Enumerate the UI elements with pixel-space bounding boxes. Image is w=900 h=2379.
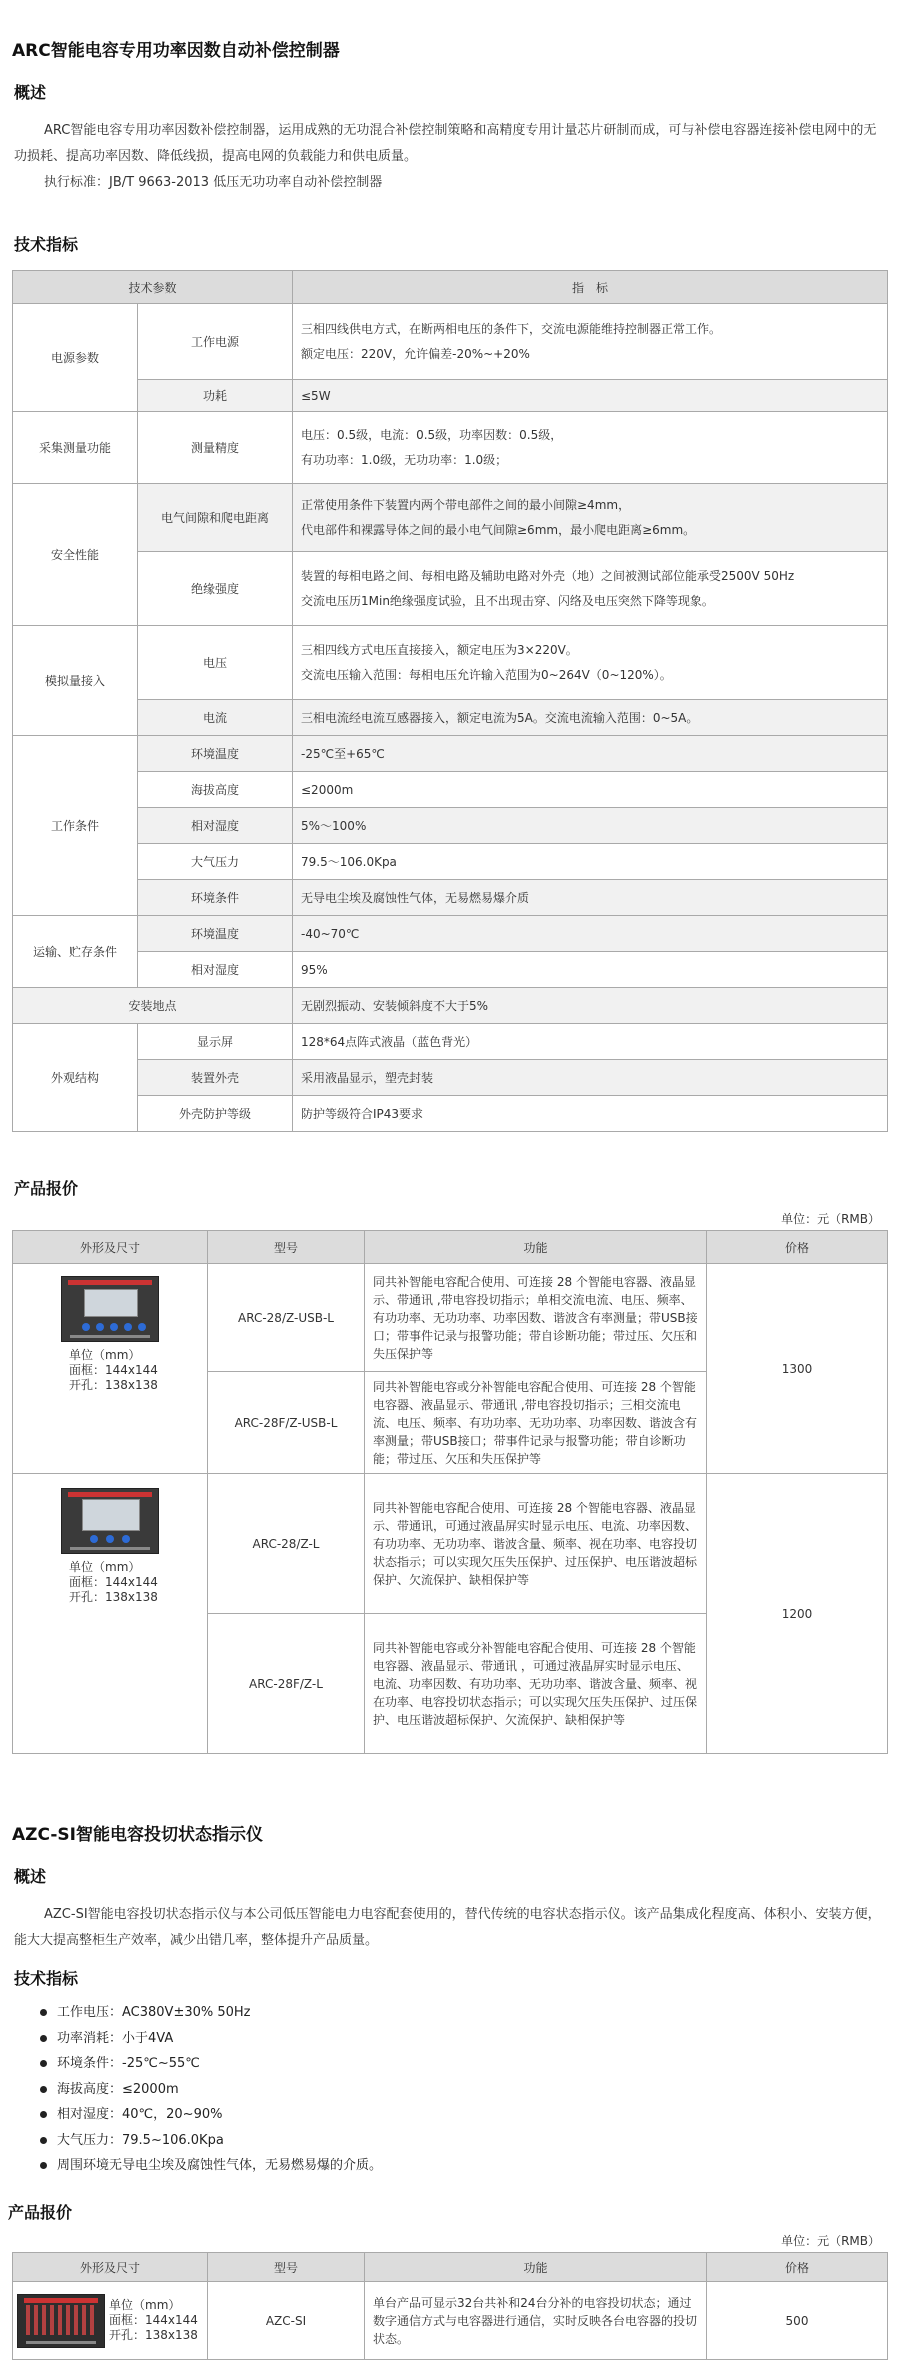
row-label-current: 电流 (138, 700, 293, 736)
bullet-icon (40, 2009, 47, 2016)
price-table-1 (12, 1230, 888, 1754)
row-label-transport-humidity: 相对湿度 (138, 952, 293, 988)
price2-header-shape: 外形及尺寸 (13, 2253, 208, 2282)
product-dimensions-b: 单位（mm） 面框：144x144 开孔：138x138 (69, 1560, 158, 1604)
row-label-work-power: 工作电源 (138, 304, 293, 380)
row-label-housing: 装置外壳 (138, 1060, 293, 1096)
price1-header-shape: 外形及尺寸 (13, 1231, 208, 1264)
product-image-cell-a (13, 1264, 208, 1474)
row-label-protection: 外壳防护等级 (138, 1096, 293, 1132)
func-arc-28f-z-usb-l: 同共补智能电容或分补智能电容配合使用、可连接 28 个智能电容器、液晶显示、带通讯 ,带电容投切指示；三相交流电流、电压、频率、有功功率、无功功率、功率因数、谐波含有率测量；带USB接口；带事件记录与报警功能；带自诊断功能；带过压、欠压和失压保护等 (365, 1372, 707, 1474)
model-arc-28-z-l: ARC-28/Z-L (208, 1474, 365, 1614)
section2-spec-list (40, 2000, 382, 2179)
bullet-icon (40, 2035, 47, 2042)
row-label-humidity: 相对湿度 (138, 808, 293, 844)
row-label-temp: 环境温度 (138, 736, 293, 772)
row-label-consumption: 功耗 (138, 380, 293, 412)
row-value-transport-humidity: 95% (293, 952, 888, 988)
group-analog: 模拟量接入 (13, 626, 138, 736)
model-arc-28-z-usb-l: ARC-28/Z-USB-L (208, 1264, 365, 1372)
model-arc-28f-z-usb-l: ARC-28F/Z-USB-L (208, 1372, 365, 1474)
func-arc-28-z-usb-l: 同共补智能电容配合使用、可连接 28 个智能电容器、液晶显示、带通讯 ,带电容投切指示；单相交流电流、电压、频率、有功功率、无功功率、功率因数、谐波含有率测量；带USB接口；带事件记录与报警功能；带自诊断功能；带过压、欠压和失压保护等 (365, 1264, 707, 1372)
section2-spec-heading: 技术指标 (14, 1969, 79, 1988)
bullet-icon (40, 2086, 47, 2093)
price1-header-model: 型号 (208, 1231, 365, 1264)
bullet-icon (40, 2060, 47, 2067)
row-value-protection: 防护等级符合IP43要求 (293, 1096, 888, 1132)
row-value-insulation: 装置的每相电路之间、每相电路及辅助电路对外壳（地）之间被测试部位能承受2500V 50Hz 交流电压历1Min绝缘强度试验，且不出现击穿、闪络及电压突然下降等现象。 (293, 552, 888, 626)
spec-bullet-environment: 环境条件：-25℃~55℃ (40, 2051, 382, 2077)
spec-bullet-altitude: 海拔高度：≤2000m (40, 2077, 382, 2103)
row-label-pressure: 大气压力 (138, 844, 293, 880)
row-value-humidity: 5%～100% (293, 808, 888, 844)
row-value-clearance: 正常使用条件下装置内两个带电部件之间的最小间隙≥4mm， 代电部件和裸露导体之间的最小电气间隙≥6mm，最小爬电距离≥6mm。 (293, 484, 888, 552)
section1-overview-heading: 概述 (14, 83, 47, 102)
row-label-display: 显示屏 (138, 1024, 293, 1060)
row-label-voltage: 电压 (138, 626, 293, 700)
row-value-environment: 无导电尘埃及腐蚀性气体，无易燃易爆介质 (293, 880, 888, 916)
controller-device-image-b (61, 1488, 159, 1554)
row-label-insulation: 绝缘强度 (138, 552, 293, 626)
product-dimensions-a: 单位（mm） 面框：144x144 开孔：138x138 (69, 1348, 158, 1392)
row-value-work-power: 三相四线供电方式，在断两相电压的条件下，交流电源能维持控制器正常工作。 额定电压：220V，允许偏差-20%~+20% (293, 304, 888, 380)
func-arc-28f-z-l: 同共补智能电容或分补智能电容配合使用、可连接 28 个智能电容器、液晶显示、带通讯 ，可通过液晶屏实时显示电压、电流、功率因数、有功功率、无功功率、谐波含量、频率、视在功率、电容投切状态指示；可以实现欠压失压保护、过压保护、电压谐波超标保护、欠流保护、缺相保护等 (365, 1614, 707, 1754)
row-value-transport-temp: -40~70℃ (293, 916, 888, 952)
group-appearance: 外观结构 (13, 1024, 138, 1132)
spec-header-index: 指 标 (293, 271, 888, 304)
row-label-altitude: 海拔高度 (138, 772, 293, 808)
price2-header-model: 型号 (208, 2253, 365, 2282)
row-value-current: 三相电流经电流互感器接入，额定电流为5A。交流电流输入范围：0~5A。 (293, 700, 888, 736)
group-work-conditions: 工作条件 (13, 736, 138, 916)
row-value-consumption: ≤5W (293, 380, 888, 412)
section2-unit-label: 单位：元（RMB） (781, 2234, 880, 2248)
row-value-display: 128*64点阵式液晶（蓝色背光） (293, 1024, 888, 1060)
spec-header-param: 技术参数 (13, 271, 293, 304)
func-arc-28-z-l: 同共补智能电容配合使用、可连接 28 个智能电容器、液晶显示、带通讯，可通过液晶屏实时显示电压、电流、功率因数、有功功率、无功功率、谐波含量、频率、视在功率、电容投切状态指示；可以实现欠压失压保护、过压保护、电压谐波超标保护、欠流保护、缺相保护等 (365, 1474, 707, 1614)
section2-price-heading: 产品报价 (8, 2203, 73, 2222)
model-azc-si: AZC-SI (208, 2282, 365, 2360)
model-arc-28f-z-l: ARC-28F/Z-L (208, 1614, 365, 1754)
spec-table (12, 270, 888, 1132)
section1-overview-text: ARC智能电容专用功率因数补偿控制器，运用成熟的无功混合补偿控制策略和高精度专用计量芯片研制而成，可与补偿电容器连接补偿电网中的无功损耗、提高功率因数、降低线损，提高电网的负载能力和供电质量。 (14, 123, 877, 164)
section1-standard: 执行标准：JB/T 9663-2013 低压无功功率自动补偿控制器 (44, 175, 383, 190)
price2-header-price: 价格 (707, 2253, 888, 2282)
bullet-icon (40, 2162, 47, 2169)
row-value-pressure: 79.5～106.0Kpa (293, 844, 888, 880)
bullet-icon (40, 2137, 47, 2144)
section2-overview-heading: 概述 (14, 1867, 47, 1886)
group-safety: 安全性能 (13, 484, 138, 626)
spec-bullet-humidity: 相对湿度：40℃，20~90% (40, 2102, 382, 2128)
product-image-cell-c (13, 2282, 208, 2360)
row-label-transport-temp: 环境温度 (138, 916, 293, 952)
spec-bullet-surroundings: 周围环境无导电尘埃及腐蚀性气体，无易燃易爆的介质。 (40, 2153, 382, 2179)
spec-bullet-pressure: 大气压力：79.5~106.0Kpa (40, 2128, 382, 2154)
row-label-clearance: 电气间隙和爬电距离 (138, 484, 293, 552)
row-value-accuracy: 电压：0.5级，电流：0.5级，功率因数：0.5级， 有功功率：1.0级，无功功率：1.0级； (293, 412, 888, 484)
section1-spec-heading: 技术指标 (14, 235, 79, 254)
group-transport: 运输、贮存条件 (13, 916, 138, 988)
price-value-a: 1300 (707, 1264, 888, 1474)
row-value-voltage: 三相四线方式电压直接接入，额定电压为3×220V。 交流电压输入范围：每相电压允许输入范围为0~264V（0~120%）。 (293, 626, 888, 700)
indicator-device-image (17, 2294, 105, 2348)
row-label-install: 安装地点 (13, 988, 293, 1024)
spec-bullet-voltage: 工作电压：AC380V±30% 50Hz (40, 2000, 382, 2026)
price-table-2 (12, 2252, 888, 2360)
row-value-altitude: ≤2000m (293, 772, 888, 808)
price-value-b: 1200 (707, 1474, 888, 1754)
func-azc-si: 单台产品可显示32台共补和24台分补的电容投切状态；通过数字通信方式与电容器进行通信，实时反映各台电容器的投切状态。 (365, 2282, 707, 2360)
price-value-c: 500 (707, 2282, 888, 2360)
row-value-install: 无剧烈振动、安装倾斜度不大于5% (293, 988, 888, 1024)
group-power: 电源参数 (13, 304, 138, 412)
row-value-temp: -25℃至+65℃ (293, 736, 888, 772)
section2-title: AZC-SI智能电容投切状态指示仪 (12, 1825, 263, 1845)
row-value-housing: 采用液晶显示，塑壳封装 (293, 1060, 888, 1096)
spec-bullet-power: 功率消耗：小于4VA (40, 2026, 382, 2052)
product-dimensions-c: 单位（mm） 面框：144x144 开孔：138x138 (109, 2298, 198, 2342)
row-label-environment: 环境条件 (138, 880, 293, 916)
group-measure: 采集测量功能 (13, 412, 138, 484)
section2-overview-text: AZC-SI智能电容投切状态指示仪与本公司低压智能电力电容配套使用的，替代传统的电容状态指示仪。该产品集成化程度高、体积小、安装方便，能大大提高整柜生产效率，减少出错几率，整体提升产品质量。 (14, 1907, 881, 1948)
price1-header-price: 价格 (707, 1231, 888, 1264)
product-image-cell-b (13, 1474, 208, 1754)
price1-header-func: 功能 (365, 1231, 707, 1264)
controller-device-image (61, 1276, 159, 1342)
section1-price-heading: 产品报价 (14, 1179, 79, 1198)
row-label-accuracy: 测量精度 (138, 412, 293, 484)
bullet-icon (40, 2111, 47, 2118)
price2-header-func: 功能 (365, 2253, 707, 2282)
section1-unit-label: 单位：元（RMB） (781, 1212, 880, 1226)
section1-title: ARC智能电容专用功率因数自动补偿控制器 (12, 41, 340, 61)
